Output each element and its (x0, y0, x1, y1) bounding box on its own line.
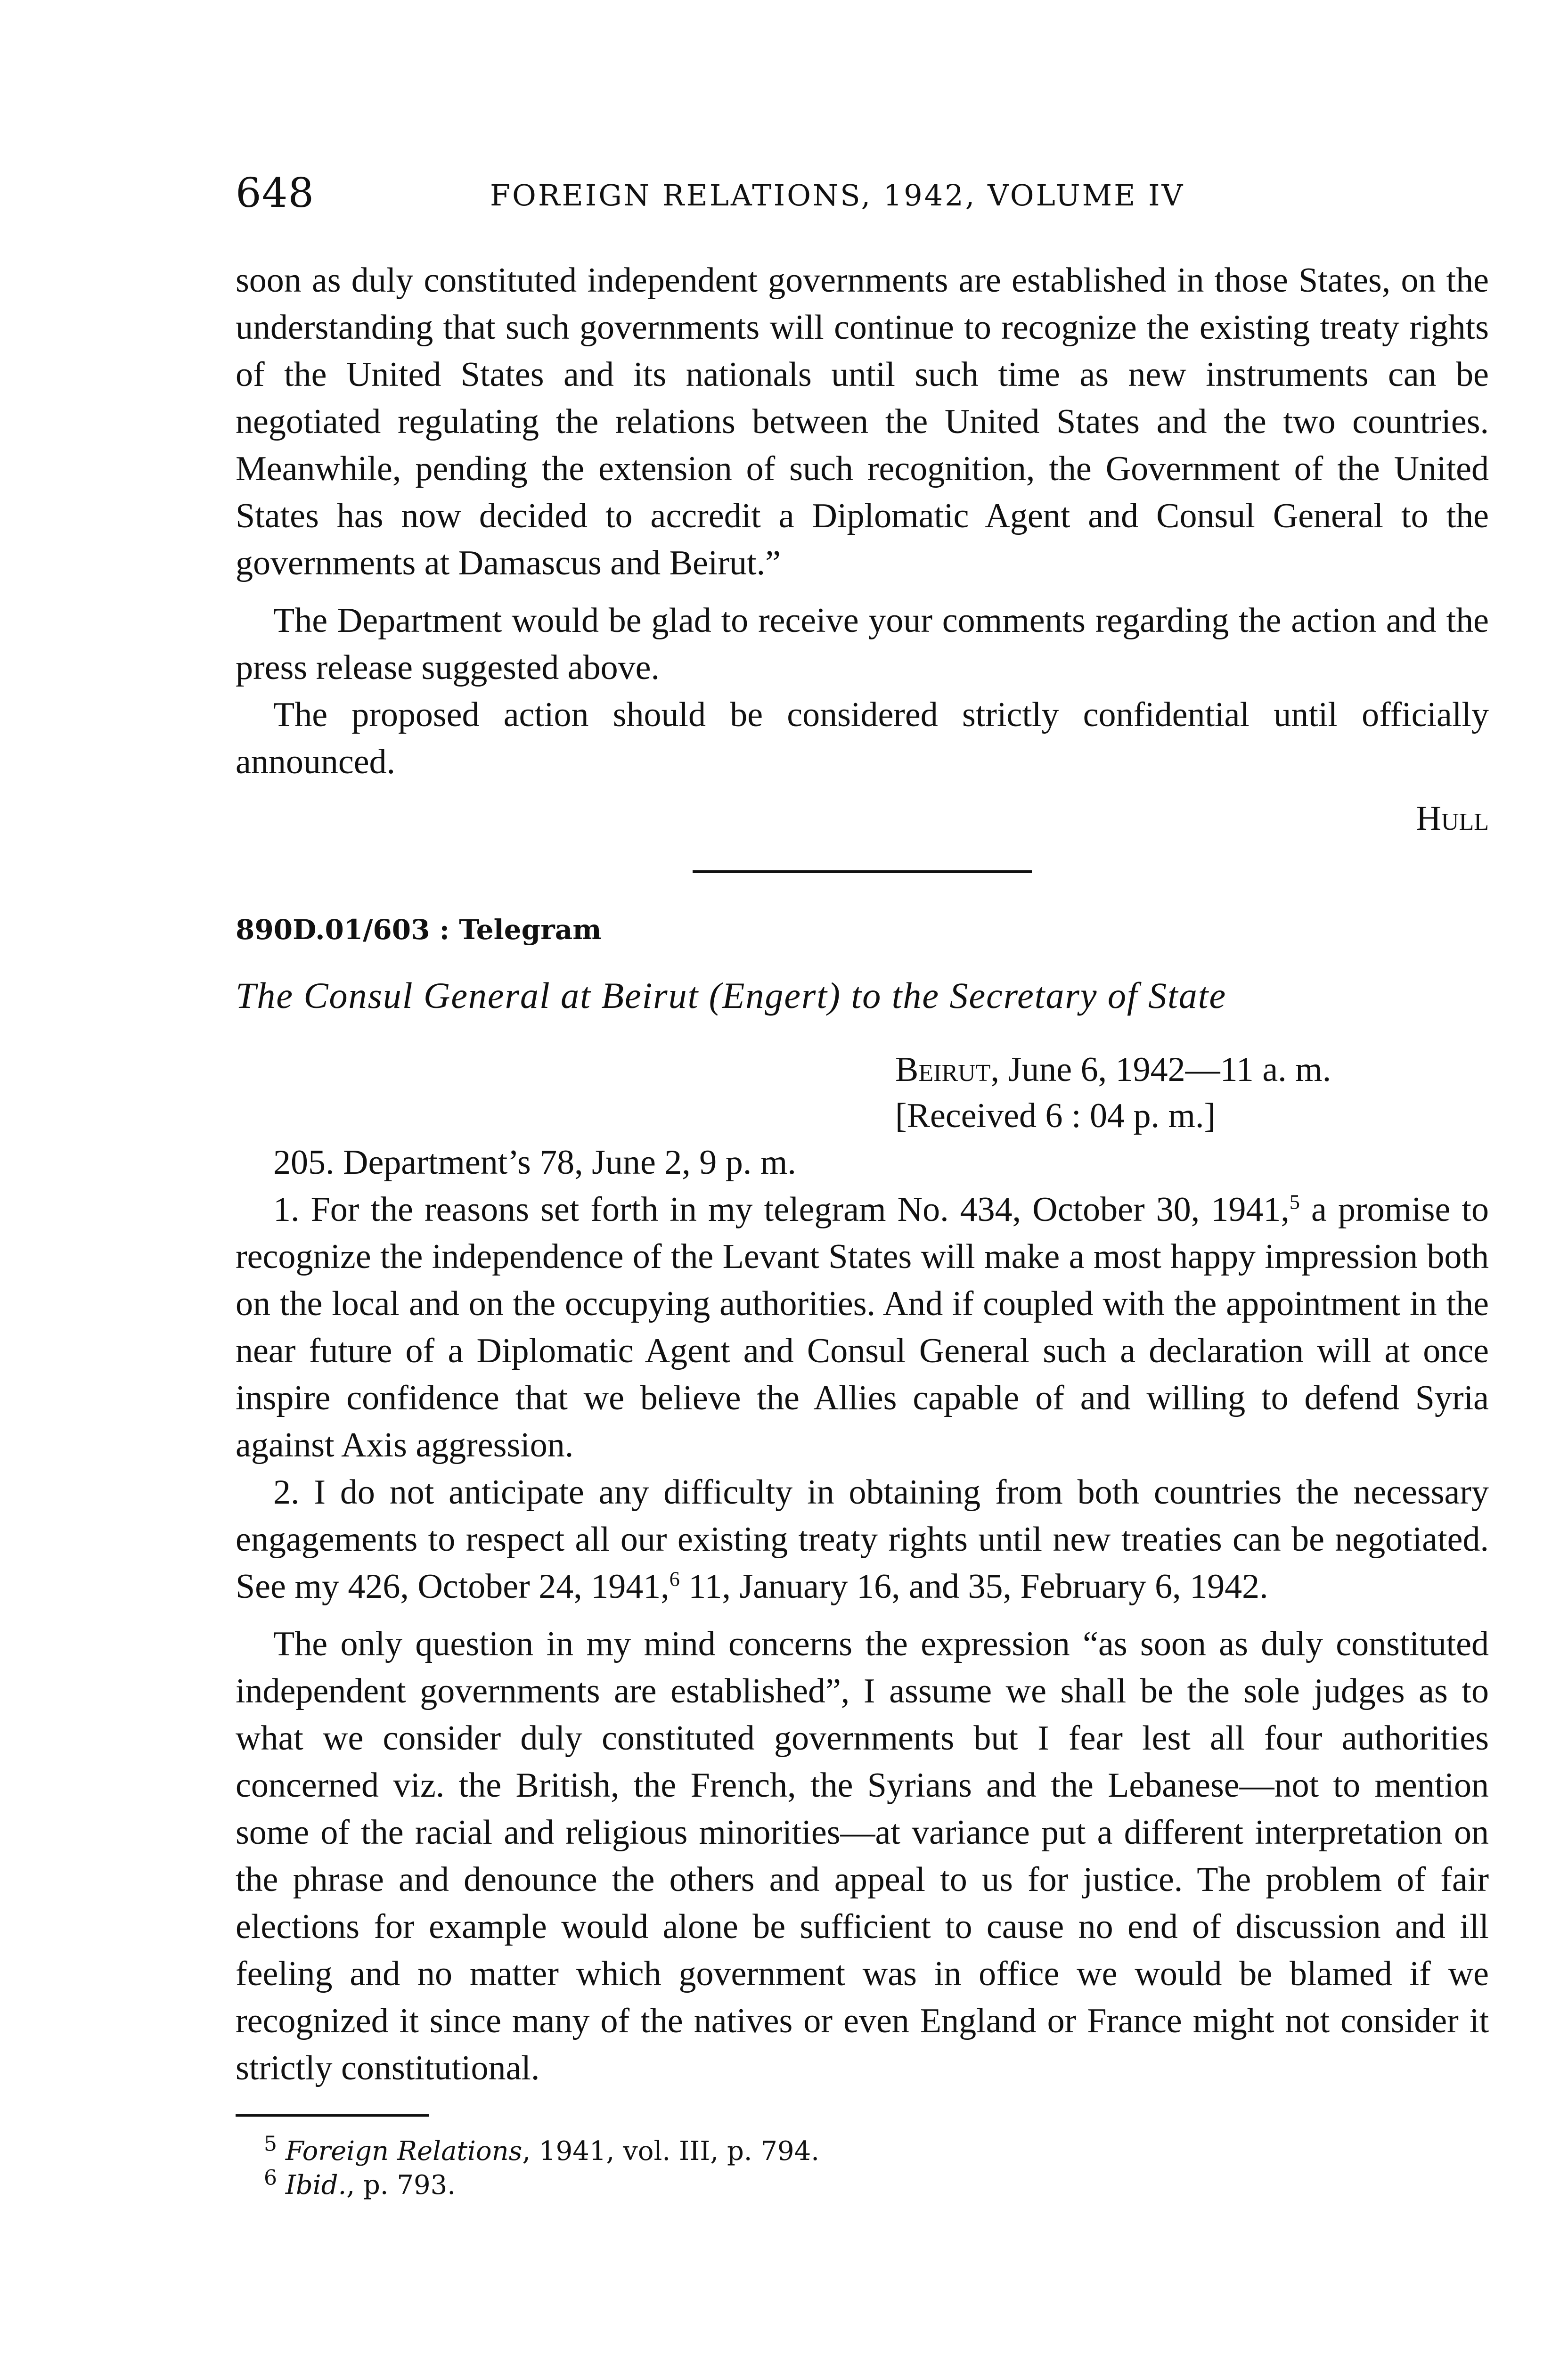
paragraph-2-text-a: 2. I do not anticipate any difficulty in obtaining from both countries the necessary engagements to respect all our existing treaty rights until new treaties can be negotiated. See my 426, October 24, 1941, (236, 1473, 1489, 1606)
footnote-divider (236, 2114, 429, 2117)
footnote-text: , p. 793. (346, 2170, 456, 2201)
signature: Hull (1416, 799, 1489, 838)
page-header (236, 141, 1489, 217)
telegram-paragraph-2 (236, 1469, 1489, 1610)
footnote-ref-6: 6 (669, 1567, 680, 1591)
document-page (236, 141, 1489, 2201)
continuation-paragraph: soon as duly constituted independent governments are established in those States, on the understanding that such governments will continue to recognize the existing treaty rights of the United States and its nationals until such time as new instruments can be negotiated regulating the relations between the United States and the two countries. Meanwhile, pending the extension of such recognition, the Government of the United States has now decided to accredit a Diplomatic Agent and Consul General to the governments at Damascus and Beirut.” (236, 261, 1489, 582)
dateline-sent (895, 1047, 1489, 1093)
document-title: The Consul General at Beirut (Engert) to the Secretary of State (236, 975, 1227, 1016)
footnote-5 (264, 2132, 1489, 2168)
telegram-paragraph-3: The only question in my mind concerns the expression “as soon as duly constituted independent governments are established”, I assume we shall be the sole judges as to what we consider duly constituted governments but I fear lest all four authorities concerned viz. the British, the French, the Syrians and the Lebanese—not to mention some of the racial and religious minorities—at variance put a different interpretation on the phrase and denounce the others and appeal to us for justice. The problem of fair elections for example would alone be sufficient to cause no end of discussion and ill feeling and no matter which government was in office we would be blamed if we recognized it since many of the natives or even England or France might not consider it strictly constitutional. (236, 1625, 1489, 2087)
section-divider (693, 870, 1032, 873)
paragraph-2-text-b: 11, January 16, and 35, February 6, 1942. (679, 1567, 1268, 1606)
closing-paragraph-1: The Department would be glad to receive your comments regarding the action and the press release suggested above. (236, 601, 1489, 687)
page-body (236, 257, 1489, 2202)
footnote-title: Foreign Relations (285, 2136, 523, 2167)
reference-line: 205. Department’s 78, June 2, 9 p. m. (273, 1143, 796, 1182)
telegram-paragraph-1 (236, 1186, 1489, 1469)
page-number: 648 (236, 170, 315, 217)
dateline-place: Beirut (895, 1050, 991, 1089)
dateline-date: , June 6, 1942—11 a. m. (990, 1050, 1331, 1089)
dateline (236, 1047, 1489, 1139)
footnote-marker: 5 (264, 2132, 277, 2156)
file-number: 890D.01/603 : Telegram (236, 914, 602, 946)
footnotes (236, 2132, 1489, 2202)
paragraph-1-text-b: a promise to recognize the independence of the Levant States will make a most happy impression both on the local and on the occupying authorities. And if coupled with the appointment in the near future of a Diplomatic Agent and Consul General such a declaration will at once inspire confidence that we believe the Allies capable of and willing to defend Syria against Axis aggression. (236, 1190, 1489, 1464)
footnote-ref-5: 5 (1289, 1190, 1300, 1214)
closing-paragraph-2: The proposed action should be considered strictly confidential until officially announced. (236, 695, 1489, 781)
footnote-6 (264, 2168, 1489, 2202)
footnote-text: , 1941, vol. III, p. 794. (522, 2136, 820, 2167)
paragraph-1-text-a: 1. For the reasons set forth in my telegram No. 434, October 30, 1941, (273, 1190, 1290, 1229)
footnote-title: Ibid. (285, 2170, 347, 2201)
footnote-marker: 6 (264, 2166, 277, 2190)
dateline-received: [Received 6 : 04 p. m.] (895, 1096, 1216, 1135)
running-head: FOREIGN RELATIONS, 1942, VOLUME IV (490, 178, 1185, 213)
